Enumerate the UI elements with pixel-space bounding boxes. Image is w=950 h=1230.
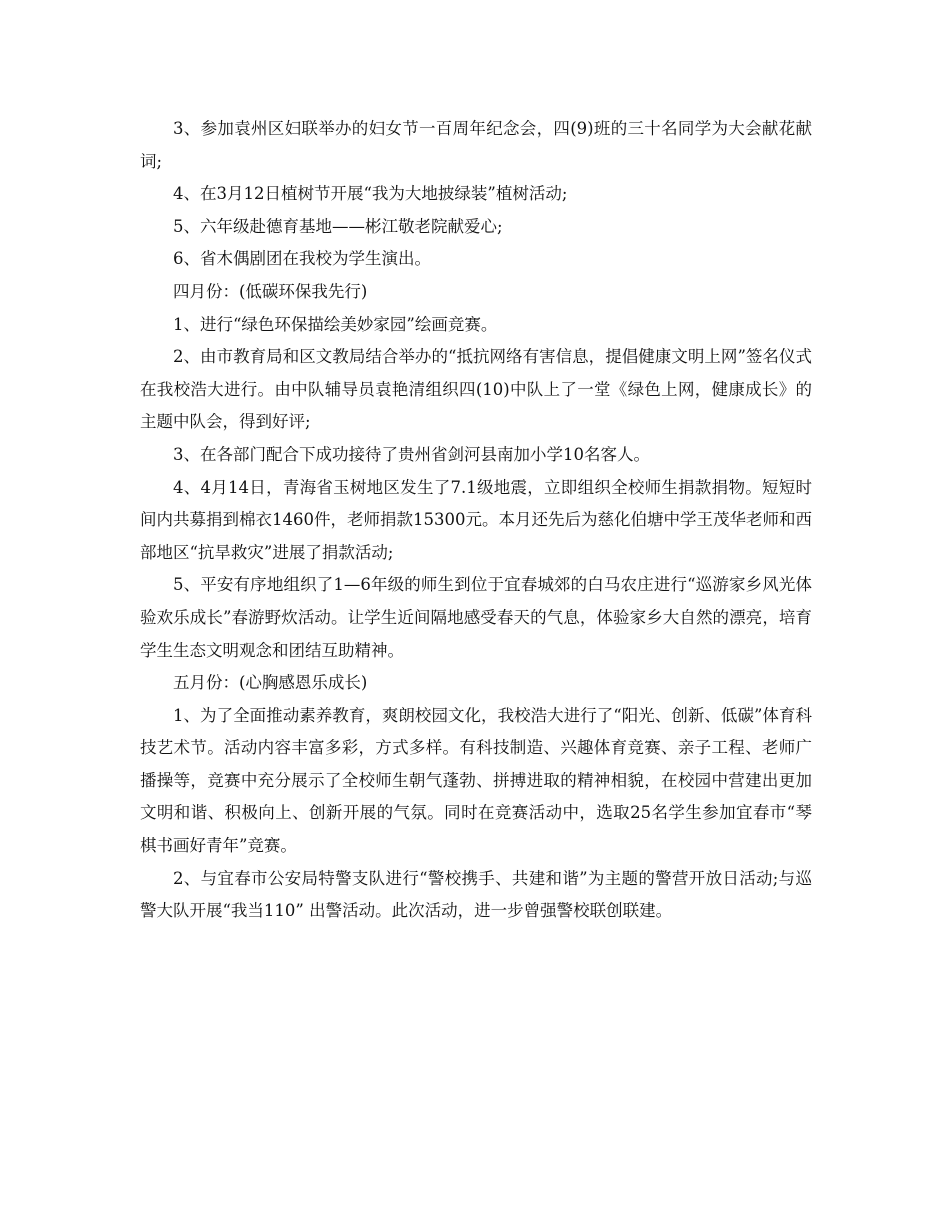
paragraph-item-6-puppet-show: 6、省木偶剧团在我校为学生演出。	[173, 249, 431, 269]
paragraph-item-5-nursing-home: 5、六年级赴德育基地——彬江敬老院献爱心;	[173, 216, 503, 236]
paragraph-item-3-womens-day: 3、参加袁州区妇联举办的妇女节一百周年纪念会，四(9)班的三十名同学为大会献花献词;	[140, 119, 812, 171]
paragraph-may-item-2: 2、与宜春市公安局特警支队进行“警校携手、共建和谐”为主题的警营开放日活动;与巡警大队开展“我当110” 出警活动。此次活动，进一步曾强警校联创联建。	[140, 868, 812, 921]
paragraph-april-item-3: 3、在各部门配合下成功接待了贵州省剑河县南加小学10名客人。	[173, 444, 650, 464]
document-page	[140, 113, 812, 928]
paragraph-april-item-5: 5、平安有序地组织了1—6年级的师生到位于宜春城郊的白马农庄进行“巡游家乡风光体验欢乐成长”春游野炊活动。让学生近间隔地感受春天的气息，体验家乡大自然的漂亮，培育学生生态文明观念和团结互助精神。	[140, 575, 812, 660]
section-heading-may: 五月份：(心胸感恩乐成长)	[173, 673, 368, 693]
section-heading-april: 四月份：(低碳环保我先行)	[173, 281, 368, 301]
paragraph-april-item-1: 1、进行“绿色环保描绘美妙家园”绘画竞赛。	[173, 314, 498, 334]
paragraph-item-4-tree-planting: 4、在3月12日植树节开展“我为大地披绿装”植树活动;	[173, 184, 568, 204]
paragraph-may-item-1: 1、为了全面推动素养教育，爽朗校园文化，我校浩大进行了“阳光、创新、低碳”体育科技艺术节。活动内容丰富多彩，方式多样。有科技制造、兴趣体育竞赛、亲子工程、老师广播操等，竞赛中充分展示了全校师生朝气蓬勃、拼搏进取的精神相貌，在校园中营建出更加文明和谐、积极向上、创新开展的气氛。同时在竞赛活动中，选取25名学生参加宜春市“琴棋书画好青年”竞赛。	[140, 705, 812, 856]
paragraph-april-item-4: 4、4月14日，青海省玉树地区发生了7.1级地震，立即组织全校师生捐款捐物。短短时间内共募捐到棉衣1460件，老师捐款15300元。本月还先后为慈化伯塘中学王茂华老师和西部地区“抗旱救灾”进展了捐款活动;	[140, 477, 812, 562]
paragraph-april-item-2: 2、由市教育局和区文教局结合举办的“抵抗网络有害信息，提倡健康文明上网”签名仪式在我校浩大进行。由中队辅导员袁艳清组织四(10)中队上了一堂《绿色上网，健康成长》的主题中队会，得到好评;	[140, 347, 812, 432]
